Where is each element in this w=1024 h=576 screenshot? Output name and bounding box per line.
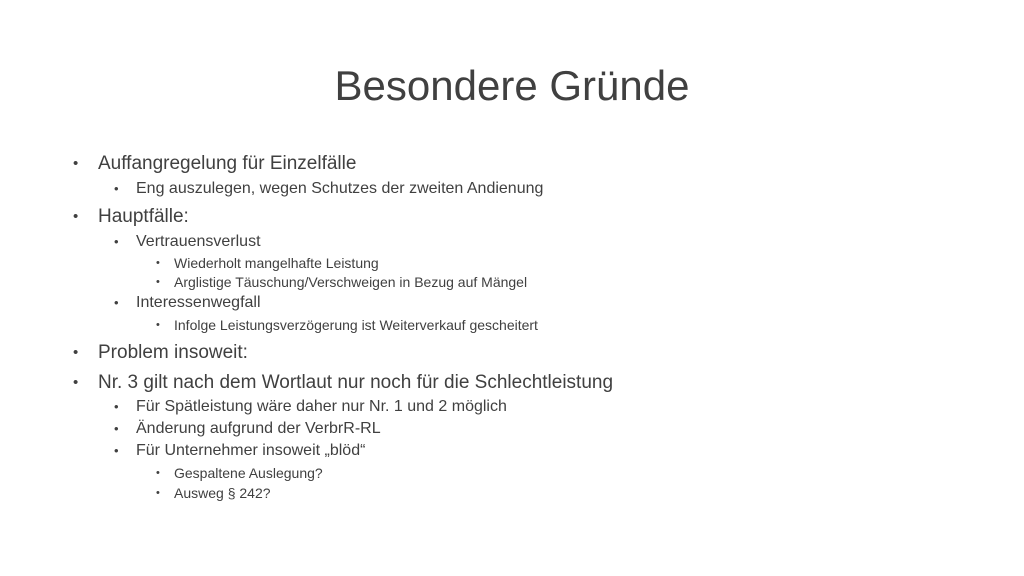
bullet-icon: • <box>114 421 119 436</box>
bullet-icon: • <box>114 234 119 249</box>
slide-title: Besondere Gründe <box>334 62 690 109</box>
list-item-text: Für Spätleistung wäre daher nur Nr. 1 und 2 möglich <box>136 398 507 415</box>
bullet-icon: • <box>73 344 79 361</box>
bullet-icon: • <box>73 208 79 225</box>
bullet-icon: • <box>114 295 119 310</box>
list-item-text: Für Unternehmer insoweit „blöd“ <box>136 442 366 459</box>
list-item-text: Nr. 3 gilt nach dem Wortlaut nur noch für die Schlechtleistung <box>98 372 614 393</box>
list-item-text: Arglistige Täuschung/Verschweigen in Bezug auf Mängel <box>174 274 528 290</box>
list-item-text: Ausweg § 242? <box>174 485 271 501</box>
list-item-text: Problem insoweit: <box>98 342 248 363</box>
list-item-text: Auffangregelung für Einzelfälle <box>98 153 357 174</box>
list-item-text: Hauptfälle: <box>98 206 189 227</box>
list-item-text: Änderung aufgrund der VerbrR-RL <box>136 420 381 437</box>
list-item-text: Wiederholt mangelhafte Leistung <box>174 255 379 271</box>
bullet-icon: • <box>114 399 119 414</box>
bullet-icon: • <box>73 374 79 391</box>
bullet-icon: • <box>156 487 160 499</box>
list-item-text: Gespaltene Auslegung? <box>174 465 323 481</box>
list-item-text: Vertrauensverlust <box>136 233 261 250</box>
list-item-text: Interessenwegfall <box>136 294 261 311</box>
bullet-icon: • <box>156 257 160 269</box>
bullet-icon: • <box>114 181 119 196</box>
bullet-icon: • <box>73 155 79 172</box>
list-item-text: Eng auszulegen, wegen Schutzes der zweiten Andienung <box>136 180 544 197</box>
list-item-text: Infolge Leistungsverzögerung ist Weiterverkauf gescheitert <box>174 317 538 333</box>
bullet-icon: • <box>156 276 160 288</box>
bullet-icon: • <box>114 443 119 458</box>
bullet-icon: • <box>156 467 160 479</box>
bullet-icon: • <box>156 319 160 331</box>
